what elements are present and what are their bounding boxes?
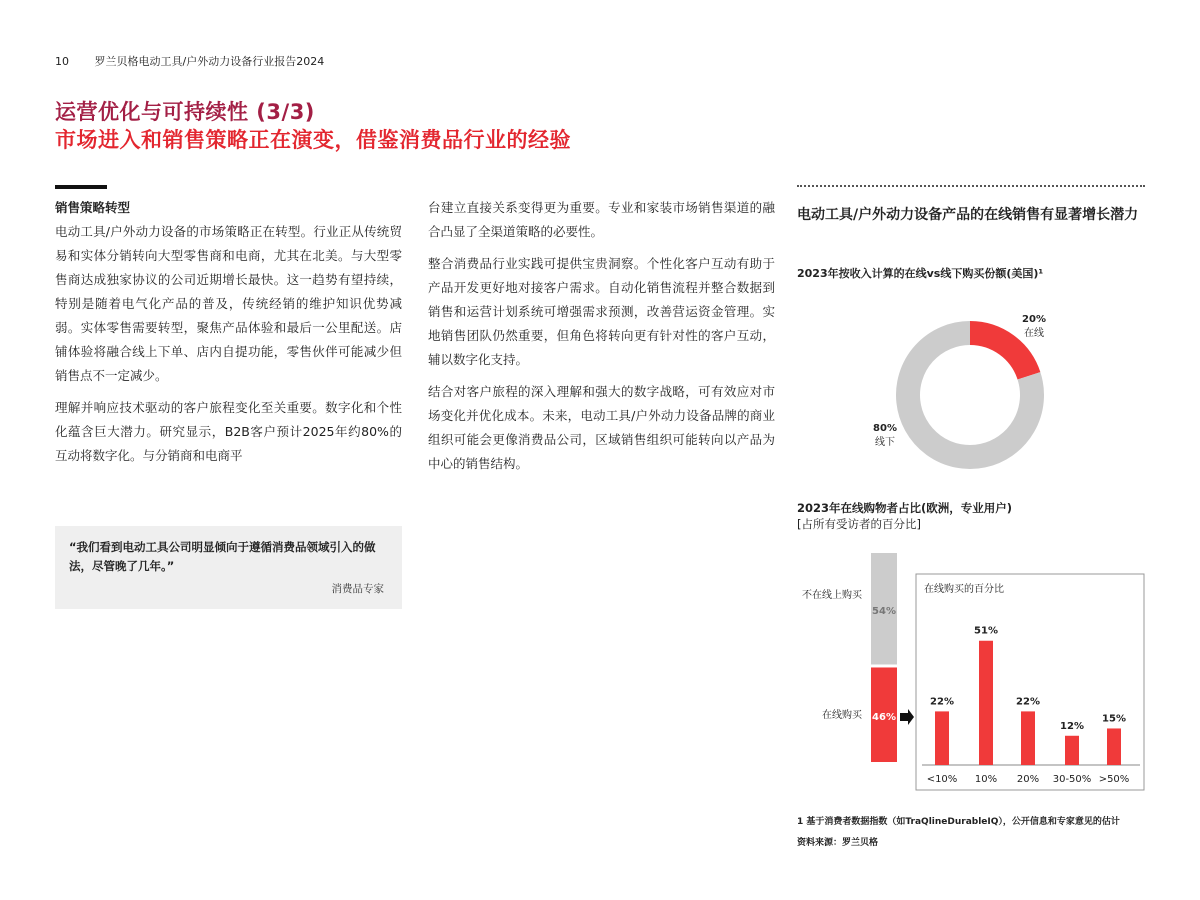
x-tick-label: 20% (1016, 774, 1040, 785)
page-number: 10 (55, 55, 69, 68)
bar-value-label: 22% (1016, 696, 1040, 708)
bar-chart-subtitle: [占所有受访者的百分比] (797, 517, 921, 531)
middle-paragraph-1: 台建立直接关系变得更为重要。专业和家装市场销售渠道的融合凸显了全渠道策略的必要性。 (428, 200, 775, 239)
bar-value-label: 51% (974, 625, 998, 637)
right-panel-title: 电动工具/户外动力设备产品的在线销售有显著增长潜力 (797, 207, 1139, 223)
section-subheading: 销售策略转型 (55, 200, 131, 215)
donut-slice-label: 在线 (1024, 328, 1044, 339)
donut-value-label: 20% (1022, 314, 1046, 325)
footnote: 1 基于消费者数据指数（如TraQlineDurableIQ），公开信息和专家意见的估计 (797, 817, 1120, 827)
x-tick-label: >50% (1098, 774, 1130, 785)
source: 资料来源：罗兰贝格 (797, 838, 879, 848)
bar-4 (1107, 728, 1121, 765)
x-tick-label: <10% (926, 774, 958, 785)
breakdown-bar-chart (916, 574, 1144, 790)
bar-value-label: 22% (930, 696, 954, 708)
x-tick-label: 10% (974, 774, 998, 785)
left-paragraph-1: 电动工具/户外动力设备的市场策略正在转型。行业正从传统贸易和实体分销转向大型零售商和电商，尤其在北美。与大型零售商达成独家协议的公司近期增长最快。这一趋势有望持续，特别是随着电气化产品的普及，传统经销的维护知识优势减弱。实体零售需要转型，聚焦产品体验和最后一公里配送。店铺体验将融合线上下单、店内自提功能，零售伙伴可能减少但销售点不一定减少。 (55, 224, 402, 383)
arrow-icon (900, 709, 914, 725)
bar-chart-title: 2023年在线购物者占比(欧洲，专业用户) (797, 501, 1013, 515)
breakdown-title: 在线购买的百分比 (924, 584, 1004, 595)
bar-2 (1021, 711, 1035, 765)
x-tick-label: 30-50% (1052, 774, 1092, 785)
middle-paragraph-2: 整合消费品行业实践可提供宝贵洞察。个性化客户互动有助于产品开发更好地对接客户需求。自动化销售流程并整合数据到销售和运营计划系统可增强需求预测，改善营运资金管理。实地销售团队仍然重要，但角色将转向更有针对性的客户互动，辅以数字化支持。 (428, 256, 775, 367)
donut-slice-label: 线下 (875, 437, 895, 448)
stack-value-label: 46% (872, 712, 896, 724)
page-subtitle: 市场进入和销售策略正在演变，借鉴消费品行业的经验 (55, 128, 571, 152)
donut-chart (873, 314, 1046, 457)
quote-attribution: 消费品专家 (331, 583, 384, 595)
bar-1 (979, 641, 993, 765)
donut-slice-0 (970, 333, 1029, 376)
stack-label-online: 在线购买 (822, 710, 862, 721)
stack-value-label: 54% (872, 606, 896, 618)
donut-value-label: 80% (873, 423, 897, 434)
middle-paragraph-3: 结合对客户旅程的深入理解和强大的数字战略，可有效应对市场变化并优化成本。未来，电动工具/户外动力设备品牌的商业组织可能会更像消费品公司，区域销售组织可能转向以产品为中心的销售结构。 (428, 384, 775, 471)
quote-text: “我们看到电动工具公司明显倾向于遵循消费品领域引入的做法，尽管晚了几年。” (69, 540, 376, 573)
bar-0 (935, 711, 949, 765)
report-title: 罗兰贝格电动工具/户外动力设备行业报告2024 (94, 55, 325, 68)
bar-value-label: 12% (1060, 720, 1084, 732)
bar-3 (1065, 736, 1079, 765)
left-paragraph-2: 理解并响应技术驱动的客户旅程变化至关重要。数字化和个性化蕴含巨大潜力。研究显示，B2B客户预计2025年约80%的互动将数字化。与分销商和电商平 (55, 400, 402, 463)
bar-value-label: 15% (1102, 713, 1126, 725)
page-title: 运营优化与可持续性 (3/3) (55, 100, 315, 124)
stack-label-offline: 不在线上购买 (802, 590, 862, 601)
stacked-bar (871, 553, 914, 762)
donut-chart-title: 2023年按收入计算的在线vs线下购买份额(美国)¹ (797, 267, 1044, 280)
